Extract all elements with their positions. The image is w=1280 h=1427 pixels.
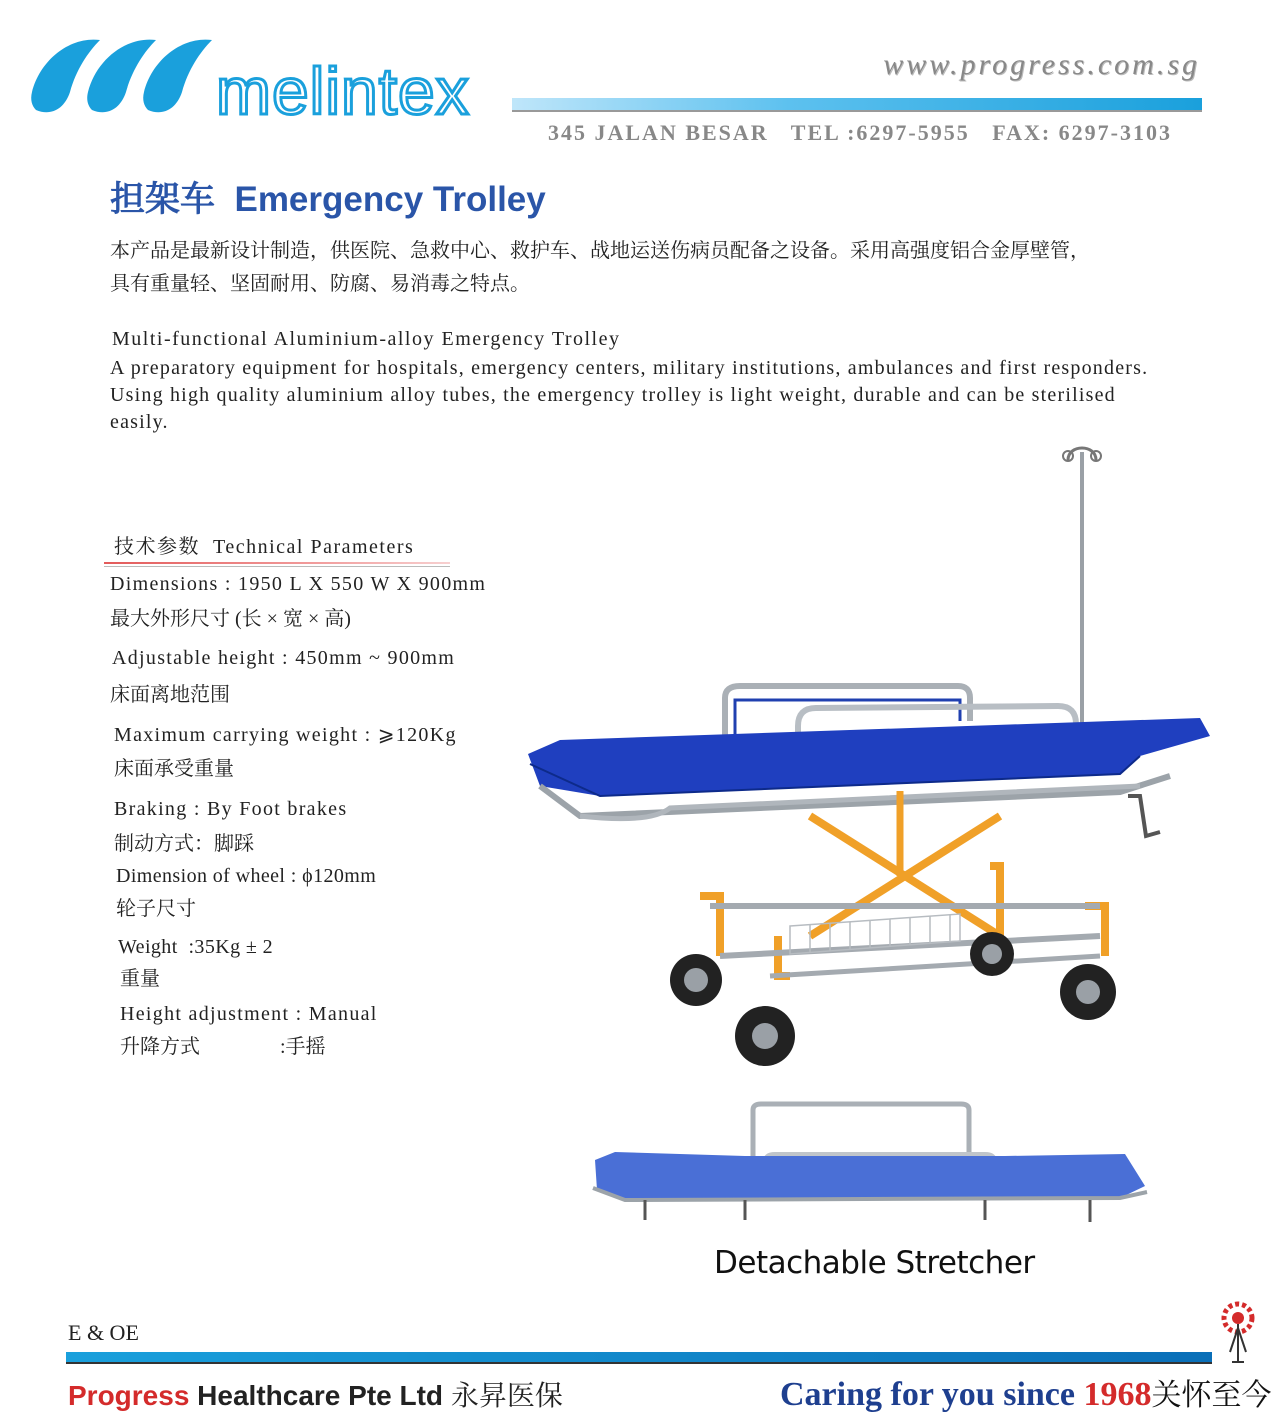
tagline (780, 1370, 1271, 1414)
spec-max-weight: Maximum carrying weight : ⩾120Kg (114, 724, 457, 746)
page-title (110, 172, 546, 222)
footer-divider (66, 1352, 1212, 1362)
melintex-logo-icon (30, 30, 230, 120)
company-name-cn: 永昇医保 (450, 1379, 563, 1412)
intro-cn-line2: 具有重量轻、坚固耐用、防腐、易消毒之特点。 (110, 273, 530, 295)
company-emblem-icon (1218, 1298, 1258, 1366)
spec-adjustable-height: Adjustable height : 450mm ~ 900mm (112, 647, 456, 669)
spec-wheel: Dimension of wheel : ϕ120mm (116, 865, 377, 887)
spec-weight-cn: 重量 (120, 968, 160, 990)
logo-wordmark: melintex (216, 54, 470, 128)
spec-max-weight-cn: 床面承受重量 (114, 758, 234, 780)
spec-braking-cn: 制动方式：脚踩 (114, 833, 254, 855)
contact-info: 345 JALAN BESAR TEL :6297-5955 FAX: 6297-3103 (548, 120, 1172, 145)
tagline-cn: 关怀至今 (1151, 1379, 1272, 1412)
intro-cn (110, 235, 1170, 301)
stretcher-caption: Detachable Stretcher (714, 1245, 1035, 1281)
spec-dimensions: Dimensions : 1950 L X 550 W X 900mm (110, 573, 487, 595)
tech-params-heading-en: Technical Parameters (213, 536, 415, 558)
spec-wheel-cn: 轮子尺寸 (116, 898, 196, 920)
tech-params-heading-cn: 技术参数 (114, 536, 200, 558)
title-cn: 担架车 (110, 180, 216, 219)
tagline-text: Caring for you since (780, 1376, 1084, 1413)
tech-params-heading (114, 530, 414, 559)
spec-dimensions-cn: 最大外形尺寸 (长 × 宽 × 高) (110, 608, 351, 630)
spec-height-adjustment: Height adjustment : Manual (120, 1003, 378, 1025)
tagline-year: 1968 (1083, 1376, 1152, 1413)
tech-params-underline-shadow (104, 566, 450, 567)
header-divider (512, 98, 1202, 110)
spec-adjustable-height-cn: 床面离地范围 (110, 684, 230, 706)
intro-en-body: A preparatory equipment for hospitals, emergency centers, military institutions, ambulances and first responders. Using high quality aluminium alloy tubes, the emergency trolley is light weight, durable and can be sterilised easily. (110, 357, 1149, 433)
company-name-rest: Healthcare Pte Ltd (189, 1380, 451, 1411)
intro-en-heading: Multi-functional Aluminium-alloy Emergency Trolley (112, 328, 621, 350)
title-en: Emergency Trolley (234, 180, 546, 219)
intro-cn-line1: 本产品是最新设计制造，供医院、急救中心、救护车、战地运送伤病员配备之设备。采用高强度铝合金厚壁管， (110, 240, 1090, 262)
spec-braking: Braking : By Foot brakes (114, 798, 348, 820)
detachable-stretcher-image (585, 1100, 1155, 1230)
spec-weight: Weight :35Kg ± 2 (118, 936, 274, 958)
emergency-trolley-image (520, 436, 1220, 1086)
company-name (68, 1374, 563, 1414)
tech-params-underline (104, 562, 450, 564)
company-name-progress: Progress (68, 1380, 190, 1411)
spec-height-adjustment-cn: 升降方式 :手摇 (120, 1036, 326, 1058)
eoe-note: E & OE (68, 1320, 139, 1345)
website-url[interactable]: www.progress.com.sg (883, 48, 1200, 81)
